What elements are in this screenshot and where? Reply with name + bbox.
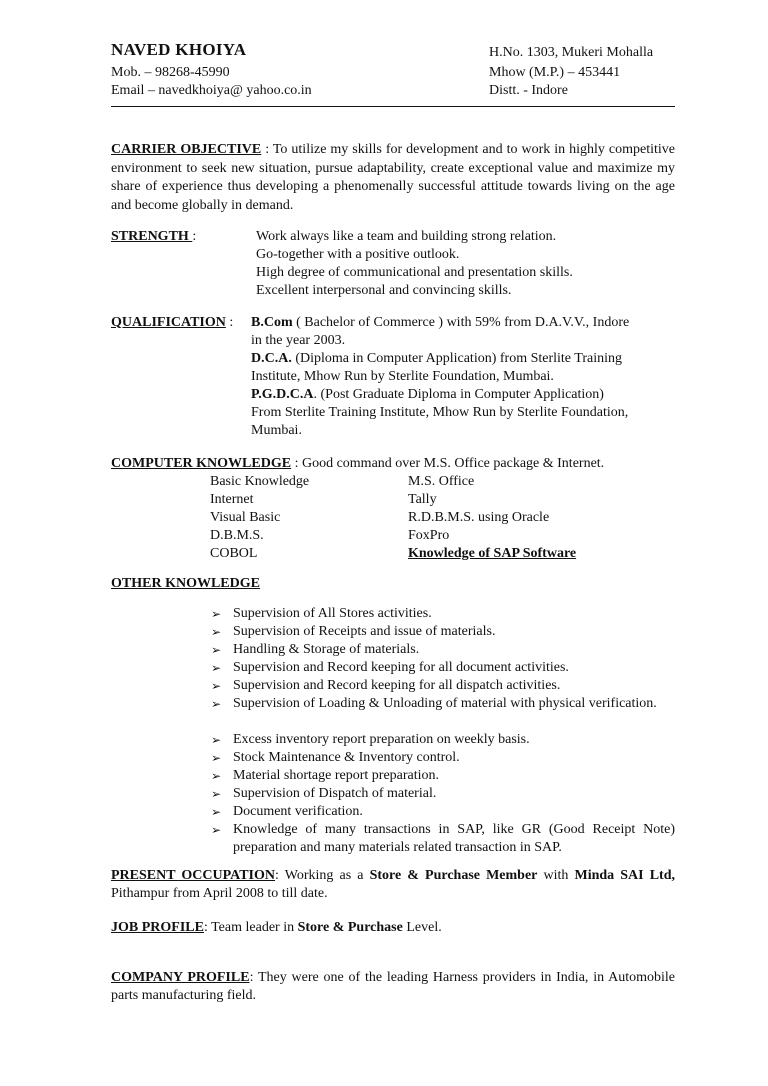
computer-section bbox=[111, 455, 604, 473]
qualification-dca bbox=[251, 350, 622, 368]
computer-heading: COMPUTER KNOWLEDGE bbox=[111, 456, 292, 471]
pgdca-label: P.G.D.C.A bbox=[251, 387, 314, 402]
list-item bbox=[211, 749, 675, 767]
qualification-heading: QUALIFICATION bbox=[111, 315, 226, 330]
arrow-bullet-icon: ➢ bbox=[211, 805, 222, 819]
list-item bbox=[211, 641, 675, 659]
arrow-bullet-icon: ➢ bbox=[211, 769, 222, 783]
job-level: Store & Purchase bbox=[297, 920, 403, 935]
bcom-year: in the year 2003. bbox=[251, 333, 346, 348]
address-line-1: H.No. 1303, Mukeri Mohalla bbox=[489, 45, 654, 60]
skill-right: M.S. Office bbox=[408, 474, 475, 489]
arrow-bullet-icon: ➢ bbox=[211, 787, 222, 801]
skill-left: Basic Knowledge bbox=[210, 474, 310, 489]
mobile-number: Mob. – 98268-45990 bbox=[111, 65, 230, 80]
skill-left: Internet bbox=[210, 492, 254, 507]
list-item bbox=[211, 623, 675, 641]
list-item-text: Knowledge of many transactions in SAP, like GR (Good Receipt Note) preparation and many materials related transaction in SAP. bbox=[233, 822, 675, 855]
header-divider bbox=[111, 106, 675, 107]
arrow-bullet-icon: ➢ bbox=[211, 751, 222, 765]
sap-knowledge: Knowledge of SAP Software bbox=[408, 546, 577, 561]
list-item bbox=[211, 785, 675, 803]
list-item-text: Document verification. bbox=[233, 804, 363, 819]
pgdca-text: . (Post Graduate Diploma in Computer Application) bbox=[313, 387, 604, 402]
strength-heading-wrap bbox=[111, 228, 196, 246]
address-line-3: Distt. - Indore bbox=[489, 83, 568, 98]
list-item-text: Supervision of Receipts and issue of materials. bbox=[233, 624, 496, 639]
job-text-1: : Team leader in bbox=[203, 920, 298, 935]
list-item bbox=[211, 677, 675, 695]
arrow-bullet-icon: ➢ bbox=[211, 625, 222, 639]
dca-label: D.C.A. bbox=[251, 351, 292, 366]
arrow-bullet-icon: ➢ bbox=[211, 679, 222, 693]
list-item-text: Material shortage report preparation. bbox=[233, 768, 440, 783]
list-item-text: Excess inventory report preparation on weekly basis. bbox=[233, 732, 530, 747]
list-item bbox=[211, 821, 675, 857]
strength-item: High degree of communicational and presentation skills. bbox=[256, 265, 573, 280]
arrow-bullet-icon: ➢ bbox=[211, 661, 222, 675]
dca-text-2: Institute, Mhow Run by Sterlite Foundation, Mumbai. bbox=[251, 369, 554, 384]
company-profile-text: : They were one of the leading Harness providers in India, in Automobile parts manufacturing field. bbox=[111, 970, 675, 1003]
list-item bbox=[211, 605, 675, 623]
arrow-bullet-icon: ➢ bbox=[211, 697, 222, 711]
strength-heading: STRENGTH bbox=[111, 229, 193, 244]
company-profile-section bbox=[111, 969, 675, 1005]
email-address: Email – navedkhoiya@ yahoo.co.in bbox=[111, 83, 312, 98]
qualification-heading-wrap bbox=[111, 314, 233, 332]
list-item bbox=[211, 731, 675, 749]
list-item bbox=[211, 695, 675, 713]
arrow-bullet-icon: ➢ bbox=[211, 823, 222, 837]
bcom-text: ( Bachelor of Commerce ) with 59% from D.A.V.V., Indore bbox=[292, 315, 630, 330]
skill-left: Visual Basic bbox=[210, 510, 281, 525]
address-line-2: Mhow (M.P.) – 453441 bbox=[489, 65, 621, 80]
list-item-text: Supervision and Record keeping for all dispatch activities. bbox=[233, 678, 561, 693]
skill-left: D.B.M.S. bbox=[210, 528, 264, 543]
skill-right: FoxPro bbox=[408, 528, 450, 543]
present-occupation-section bbox=[111, 867, 675, 903]
other-knowledge-heading: OTHER KNOWLEDGE bbox=[111, 576, 260, 591]
company-profile-heading: COMPANY PROFILE bbox=[111, 970, 250, 985]
objective-section bbox=[111, 141, 675, 215]
candidate-name: NAVED KHOIYA bbox=[111, 40, 247, 59]
present-role: Store & Purchase Member bbox=[369, 868, 538, 883]
list-item-text: Supervision of Dispatch of material. bbox=[233, 786, 437, 801]
objective-text-first: : To utilize my skills for development and to work in highly bbox=[261, 142, 605, 157]
list-item-text: Supervision of Loading & Unloading of material with physical verification. bbox=[233, 696, 657, 711]
qualification-colon: : bbox=[225, 315, 234, 330]
qualification-bcom bbox=[251, 314, 675, 332]
present-company: Minda SAI Ltd, bbox=[574, 868, 675, 883]
skill-right: Tally bbox=[408, 492, 437, 507]
present-occupation-heading: PRESENT OCCUPATION bbox=[111, 868, 276, 883]
job-text-2: Level. bbox=[402, 920, 442, 935]
list-item-text: Supervision and Record keeping for all document activities. bbox=[233, 660, 569, 675]
job-profile-heading: JOB PROFILE bbox=[111, 920, 204, 935]
bcom-label: B.Com bbox=[251, 315, 293, 330]
list-item bbox=[211, 659, 675, 677]
computer-text: : Good command over M.S. Office package & Internet. bbox=[291, 456, 605, 471]
arrow-bullet-icon: ➢ bbox=[211, 733, 222, 747]
present-text-1: : Working as a bbox=[275, 868, 370, 883]
present-text-2: with bbox=[537, 868, 575, 883]
strength-colon: : bbox=[192, 229, 197, 244]
objective-heading: CARRIER OBJECTIVE bbox=[111, 142, 262, 157]
list-item bbox=[211, 803, 675, 821]
dca-text: (Diploma in Computer Application) from Sterlite Training bbox=[291, 351, 622, 366]
skill-left: COBOL bbox=[210, 546, 258, 561]
strength-item: Work always like a team and building strong relation. bbox=[256, 229, 557, 244]
list-item bbox=[211, 767, 675, 785]
strength-item: Go-together with a positive outlook. bbox=[256, 247, 460, 262]
present-text-3: Pithampur from April 2008 to till date. bbox=[111, 886, 328, 901]
strength-item: Excellent interpersonal and convincing skills. bbox=[256, 283, 512, 298]
pgdca-text-2: From Sterlite Training Institute, Mhow Run by Sterlite Foundation, bbox=[251, 405, 629, 420]
arrow-bullet-icon: ➢ bbox=[211, 607, 222, 621]
list-item-text: Handling & Storage of materials. bbox=[233, 642, 420, 657]
job-profile-section bbox=[111, 919, 675, 937]
pgdca-text-3: Mumbai. bbox=[251, 423, 302, 438]
qualification-pgdca bbox=[251, 386, 604, 404]
objective-text-rest: competitive environment to seek new situation, pursue adaptability, create exceptional value and maximize my share of experience thus developing a phenomenally successful attitude towards living on the age and become globally in demand. bbox=[111, 142, 676, 213]
skill-right: R.D.B.M.S. using Oracle bbox=[408, 510, 550, 525]
arrow-bullet-icon: ➢ bbox=[211, 643, 222, 657]
list-item-text: Supervision of All Stores activities. bbox=[233, 606, 432, 621]
list-item-text: Stock Maintenance & Inventory control. bbox=[233, 750, 460, 765]
